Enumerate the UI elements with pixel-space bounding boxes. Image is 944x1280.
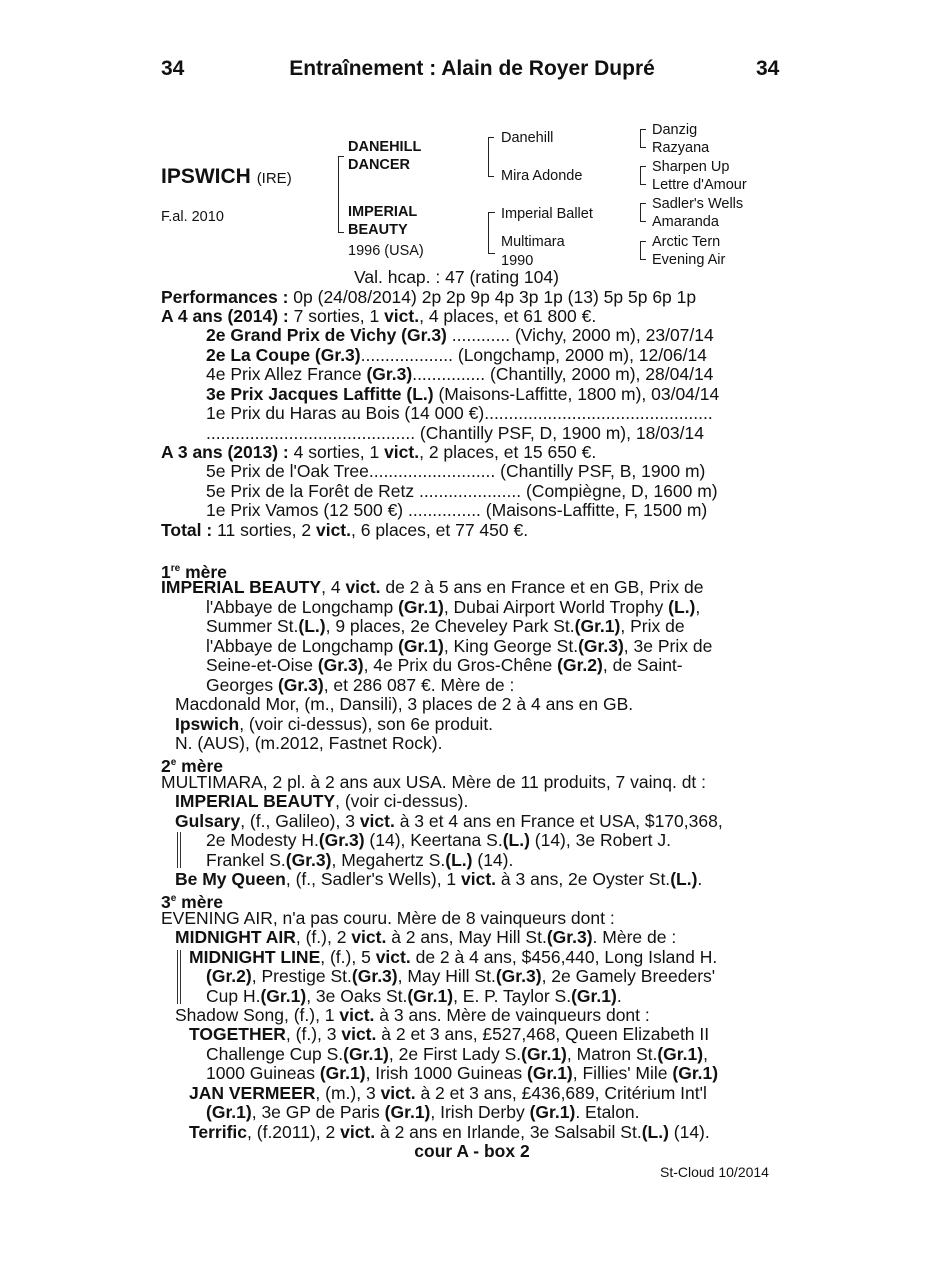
- produce-name: JAN VERMEER: [189, 1083, 316, 1103]
- y2014-label: A 4 ans (2014) :: [161, 306, 289, 326]
- txt: , (f.), 5: [320, 947, 376, 967]
- descendant-bar: [177, 832, 181, 868]
- dam1-title: mère: [185, 561, 227, 582]
- dam1-produce: N. (AUS), (m.2012, Fastnet Rock).: [175, 733, 443, 753]
- vict: vict.: [380, 1083, 416, 1103]
- grade: (Gr.1): [398, 636, 444, 656]
- txt: , Fillies' Mile: [572, 1063, 673, 1083]
- dam3-num: 3: [161, 891, 171, 912]
- produce-name: IMPERIAL BEAUTY: [175, 791, 336, 811]
- race-row-cont: ........................................... (Chantilly PSF, D, 1900 m), 18/03/14: [206, 423, 704, 443]
- produce-name: MIDNIGHT LINE: [189, 947, 321, 967]
- total-line: [161, 521, 528, 541]
- grade: (Gr.1): [527, 1063, 573, 1083]
- txt: , (f.), 3: [285, 1024, 342, 1044]
- race-detail: ............ (Vichy, 2000 m), 23/07/14: [446, 325, 714, 345]
- y2014-summary: [161, 307, 596, 327]
- race-detail: (Maisons-Laffitte, 1800 m), 03/04/14: [433, 384, 720, 404]
- dam3-line: [206, 1103, 640, 1123]
- race-row: [206, 326, 714, 346]
- txt: , de Saint-: [602, 655, 683, 675]
- txt: l'Abbaye de Longchamp: [206, 636, 399, 656]
- grade: (Gr.1): [574, 616, 621, 636]
- dam2-title: mère: [181, 755, 224, 776]
- vict: vict.: [340, 1122, 376, 1142]
- txt: , May Hill St.: [397, 966, 496, 986]
- grade: (Gr.2): [206, 966, 252, 986]
- txt: de 2 à 4 ans, $456,440, Long Island H.: [410, 947, 718, 967]
- txt: à 2 et 3 ans, £527,468, Queen Elizabeth II: [376, 1024, 710, 1044]
- page-number-right: 34: [756, 57, 780, 80]
- dam3-line: [189, 948, 717, 968]
- horse-desc: F.al. 2010: [161, 209, 224, 225]
- performances-text: 0p (24/08/2014) 2p 2p 9p 4p 3p 1p (13) 5p 5p 6p 1p: [288, 287, 697, 307]
- total-t2: , 6 places, et 77 450 €.: [351, 520, 529, 540]
- txt: , Irish 1000 Guineas: [365, 1063, 528, 1083]
- txt: à 2 ans, May Hill St.: [386, 927, 547, 947]
- y2014-vict: vict.: [384, 306, 420, 326]
- grade: (Gr.3): [277, 675, 324, 695]
- txt: ,: [695, 597, 701, 617]
- dam3-line: [206, 1064, 718, 1084]
- grade: (Gr.1): [319, 1063, 366, 1083]
- horse-name: [161, 165, 292, 189]
- produce-name: Gulsary: [175, 811, 241, 831]
- grade: (Gr.3): [317, 655, 364, 675]
- race-row: [206, 404, 713, 424]
- pedigree-ggs-6: Arctic Tern: [652, 234, 721, 250]
- pedigree-bracket-ggs4: [640, 241, 646, 260]
- y2014-t1: 7 sorties, 1: [288, 306, 385, 326]
- txt: à 3 ans, 2e Oyster St.: [496, 869, 671, 889]
- txt: , Dubai Airport World Trophy: [443, 597, 669, 617]
- dam1-sup: re: [170, 563, 181, 574]
- pedigree-gs2: Mira Adonde: [501, 168, 583, 184]
- race-row: 1e Prix Vamos (12 500 €) ............... (Maisons-Laffitte, F, 1500 m): [206, 500, 708, 520]
- txt: à 3 et 4 ans en France et USA, $170,368,: [394, 811, 723, 831]
- performances-line: [161, 288, 696, 308]
- total-t1: 11 sorties, 2: [212, 520, 316, 540]
- txt: , (f., Sadler's Wells), 1: [285, 869, 462, 889]
- pedigree-dam-line2: BEAUTY: [348, 222, 408, 238]
- dam2-num: 2: [161, 755, 171, 776]
- vict: vict.: [375, 947, 411, 967]
- dam3-line: [189, 1084, 707, 1104]
- pedigree-gs3: Imperial Ballet: [501, 206, 593, 222]
- txt: , 4e Prix du Gros-Chêne: [363, 655, 558, 675]
- txt: , (m.), 3: [315, 1083, 381, 1103]
- txt: de 2 à 5 ans en France et en GB, Prix de: [380, 577, 704, 597]
- txt: à 3 ans. Mère de vainqueurs dont :: [374, 1005, 650, 1025]
- produce-name: Terrific: [189, 1122, 248, 1142]
- vict: vict.: [359, 811, 395, 831]
- horse-name-text: IPSWICH: [161, 165, 251, 188]
- race-detail: ............... (Chantilly, 2000 m), 28/04/14: [412, 364, 714, 384]
- page-number-left: 34: [161, 57, 185, 80]
- grade: (Gr.1): [206, 1102, 252, 1122]
- pedigree-gs4-year: 1990: [501, 253, 534, 269]
- horse-origin: (IRE): [256, 170, 292, 187]
- grade: (Gr.3): [495, 966, 542, 986]
- txt: (14), Keertana S.: [364, 830, 503, 850]
- race-row: [206, 346, 707, 366]
- txt: Seine-et-Oise: [206, 655, 318, 675]
- vict: vict.: [345, 577, 381, 597]
- grade: (Gr.1): [384, 1102, 431, 1122]
- txt: , E. P. Taylor S.: [453, 986, 572, 1006]
- txt: Cup H.: [206, 986, 261, 1006]
- race-name: 1e Prix du Haras au Bois (14 000 €): [206, 403, 485, 423]
- pedigree-sire-line2: DANCER: [348, 157, 411, 173]
- dam1-produce: [175, 715, 493, 735]
- vict: vict.: [461, 869, 497, 889]
- produce-name: Ipswich: [175, 714, 240, 734]
- txt: à 2 ans en Irlande, 3e Salsabil St.: [375, 1122, 642, 1142]
- txt: , Prestige St.: [251, 966, 352, 986]
- y2013-summary: [161, 443, 596, 463]
- txt: ,: [703, 1044, 708, 1064]
- grade: (Gr.1): [343, 1044, 389, 1064]
- dam1-line: [206, 617, 685, 637]
- vict: vict.: [339, 1005, 375, 1025]
- grade: (Gr.3): [351, 966, 398, 986]
- pedigree-ggs-5: Amaranda: [652, 214, 719, 230]
- dam3-line: [189, 1123, 710, 1143]
- grade: (L.): [641, 1122, 669, 1142]
- txt: , 4: [321, 577, 346, 597]
- txt: (14).: [668, 1122, 710, 1142]
- dam2-line: [206, 851, 513, 871]
- dam2-line: [175, 812, 723, 832]
- txt: , (f., Galileo), 3: [240, 811, 360, 831]
- pedigree-dam-year: 1996 (USA): [348, 243, 424, 259]
- txt: . Etalon.: [575, 1102, 640, 1122]
- grade: (Gr.3): [285, 850, 332, 870]
- grade: (Gr.1): [260, 986, 307, 1006]
- grade: (Gr.1): [398, 597, 444, 617]
- txt: (14).: [472, 850, 514, 870]
- txt: , 9 places, 2e Cheveley Park St.: [325, 616, 575, 636]
- txt: , (voir ci-dessus).: [335, 791, 469, 811]
- grade: (Gr.2): [557, 655, 603, 675]
- txt: .: [697, 869, 703, 889]
- dam2-line: MULTIMARA, 2 pl. à 2 ans aux USA. Mère de 11 produits, 7 vainq. dt :: [161, 772, 707, 792]
- txt: , 3e Prix de: [623, 636, 713, 656]
- txt: , 2e First Lady S.: [388, 1044, 522, 1064]
- pedigree-bracket-ggs2: [640, 166, 646, 185]
- pedigree-bracket-sire: [488, 137, 494, 177]
- grade: (Gr.3): [318, 830, 365, 850]
- race-leader-dots: ...............................................: [484, 403, 713, 423]
- txt: à 2 et 3 ans, £436,689, Critérium Int'l: [415, 1083, 707, 1103]
- vict: vict.: [341, 1024, 377, 1044]
- dam3-line: [175, 1006, 650, 1026]
- dam3-line: [189, 1025, 709, 1045]
- pedigree-ggs-7: Evening Air: [652, 252, 726, 268]
- grade: (Gr.1): [407, 986, 454, 1006]
- dam3-line: [206, 1045, 708, 1065]
- txt: , (f.2011), 2: [247, 1122, 341, 1142]
- pedigree-ggs-1: Razyana: [652, 140, 710, 156]
- y2013-t2: , 2 places, et 15 650 €.: [419, 442, 597, 462]
- pedigree-ggs-3: Lettre d'Amour: [652, 177, 747, 193]
- grade: (Gr.1): [571, 986, 617, 1006]
- txt: Frankel S.: [206, 850, 286, 870]
- pedigree-bracket-ggs1: [640, 129, 646, 148]
- dam3-sup: e: [170, 893, 177, 904]
- grade: (L.): [502, 830, 530, 850]
- pedigree-dam-line1: IMPERIAL: [348, 204, 418, 220]
- dam3-line: EVENING AIR, n'a pas couru. Mère de 8 vainqueurs dont :: [161, 908, 615, 928]
- pedigree-ggs-2: Sharpen Up: [652, 159, 730, 175]
- dam2-line: [206, 831, 671, 851]
- pedigree-gs1: Danehill: [501, 130, 554, 146]
- race-detail: ................... (Longchamp, 2000 m), 12/06/14: [360, 345, 707, 365]
- race-grade: (Gr.3): [366, 364, 413, 384]
- pedigree-sire-line1: DANEHILL: [348, 139, 422, 155]
- grade: (L.): [670, 869, 698, 889]
- txt: , 2e Gamely Breeders': [541, 966, 716, 986]
- y2013-t1: 4 sorties, 1: [288, 442, 385, 462]
- txt: , Megahertz S.: [331, 850, 446, 870]
- txt: , Irish Derby: [430, 1102, 530, 1122]
- txt: Shadow Song, (f.), 1: [175, 1005, 340, 1025]
- y2013-label: A 3 ans (2013) :: [161, 442, 289, 462]
- txt: (14), 3e Robert J.: [529, 830, 671, 850]
- txt: , King George St.: [443, 636, 579, 656]
- race-row: 5e Prix de la Forêt de Retz ..................... (Compiègne, D, 1600 m): [206, 481, 718, 501]
- race-name: 2e Grand Prix de Vichy (Gr.3): [206, 325, 447, 345]
- grade: (L.): [445, 850, 473, 870]
- txt: , Prix de: [620, 616, 685, 636]
- dam2-line: [175, 870, 702, 890]
- pedigree-ggs-0: Danzig: [652, 122, 698, 138]
- page-title: Entraînement : Alain de Royer Dupré: [289, 57, 655, 80]
- grade: (Gr.1): [672, 1063, 719, 1083]
- txt: 2e Modesty H.: [206, 830, 319, 850]
- y2013-vict: vict.: [384, 442, 420, 462]
- txt: , et 286 087 €. Mère de :: [323, 675, 515, 695]
- grade: (Gr.1): [529, 1102, 576, 1122]
- dam3-line: [175, 928, 676, 948]
- grade: (Gr.1): [657, 1044, 704, 1064]
- dam3-line: [206, 967, 715, 987]
- dam1-produce: Macdonald Mor, (m., Dansili), 3 places de 2 à 4 ans en GB.: [175, 694, 634, 714]
- dam1-line: [206, 637, 712, 657]
- sale-reference: St-Cloud 10/2014: [660, 1164, 769, 1180]
- grade: (Gr.3): [546, 927, 593, 947]
- pedigree-ggs-4: Sadler's Wells: [652, 196, 744, 212]
- dam2-line: [175, 792, 468, 812]
- total-vict: vict.: [315, 520, 351, 540]
- txt: , Matron St.: [566, 1044, 658, 1064]
- txt: 1000 Guineas: [206, 1063, 320, 1083]
- dam1-line: [206, 676, 514, 696]
- race-name: 2e La Coupe (Gr.3): [206, 345, 361, 365]
- dam2-sup: e: [170, 757, 177, 768]
- produce-name: MIDNIGHT AIR: [175, 927, 296, 947]
- dam1-name: IMPERIAL BEAUTY: [161, 577, 322, 597]
- txt: . Mère de :: [592, 927, 677, 947]
- box-location: cour A - box 2: [414, 1141, 530, 1161]
- dam1-num: 1: [161, 561, 171, 582]
- dam1-line: [161, 578, 703, 598]
- vict: vict.: [351, 927, 387, 947]
- grade: (L.): [668, 597, 696, 617]
- pedigree-bracket-main: [338, 156, 344, 233]
- y2014-t2: , 4 places, et 61 800 €.: [419, 306, 597, 326]
- grade: (Gr.3): [578, 636, 624, 656]
- pedigree-bracket-ggs3: [640, 203, 646, 222]
- race-row: [206, 385, 719, 405]
- txt: l'Abbaye de Longchamp: [206, 597, 399, 617]
- val-hcap: Val. hcap. : 47 (rating 104): [354, 267, 559, 287]
- pedigree-bracket-dam: [488, 212, 495, 254]
- txt: .: [616, 986, 622, 1006]
- performances-label: Performances :: [161, 287, 289, 307]
- grade: (Gr.1): [521, 1044, 567, 1064]
- txt: Summer St.: [206, 616, 299, 636]
- txt: , (f.), 2: [295, 927, 352, 947]
- produce-name: TOGETHER: [189, 1024, 286, 1044]
- txt: Georges: [206, 675, 278, 695]
- txt: , 3e GP de Paris: [251, 1102, 385, 1122]
- txt: , 3e Oaks St.: [306, 986, 408, 1006]
- dam3-title: mère: [181, 891, 224, 912]
- dam3-line: [206, 987, 622, 1007]
- txt: , (voir ci-dessus), son 6e produit.: [239, 714, 494, 734]
- txt: Challenge Cup S.: [206, 1044, 344, 1064]
- grade: (L.): [298, 616, 326, 636]
- race-row: 5e Prix de l'Oak Tree.......................... (Chantilly PSF, B, 1900 m): [206, 461, 706, 481]
- total-label: Total :: [161, 520, 213, 540]
- dam1-line: [206, 598, 700, 618]
- race-name: 3e Prix Jacques Laffitte (L.): [206, 384, 434, 404]
- race-row: [206, 365, 713, 385]
- dam1-line: [206, 656, 683, 676]
- race-name: 4e Prix Allez France: [206, 364, 367, 384]
- descendant-bar: [177, 950, 181, 1004]
- pedigree-gs4: Multimara: [501, 234, 565, 250]
- produce-name: Be My Queen: [175, 869, 286, 889]
